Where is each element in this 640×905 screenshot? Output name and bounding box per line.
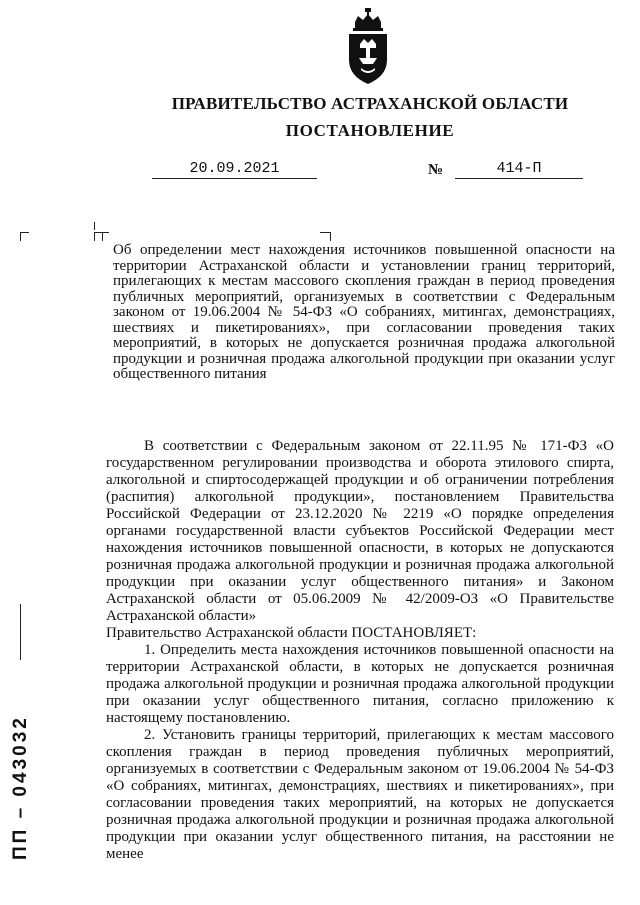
document-type: ПОСТАНОВЛЕНИЕ [285, 121, 455, 140]
corner-mark [20, 232, 29, 241]
item-1-paragraph: 1. Определить места нахождения источников повышенной опасности на территории Астраханской области, в которых не допускается розничная продажа алкогольной продукции и розничная продажа алкогольной продукции при оказании услуг общественного питания, согласно приложению к настоящему постановлению. [106, 642, 614, 726]
number-label: № [428, 162, 444, 178]
document-number: 414-П [455, 160, 583, 179]
resolves-line: Правительство Астраханской области ПОСТАНОВЛЯЕТ: [106, 625, 477, 641]
corner-mark [94, 222, 96, 230]
preamble-paragraph: В соответствии с Федеральным законом от 22.11.95 № 171-ФЗ «О государственном регулировании производства и оборота этилового спирта, алкогольной и спиртосодержащей продукции и об ограничении потребления (распития) алкогольной продукции», постановлением Правительства Российской Федерации от 23.12.2020 № 2219 «О порядке определения органами государственной власти субъектов Российской Федерации мест нахождения источников повышенной опасности, в которых не допускаются розничная продажа алкогольной продукции и розничная продажа алкогольной продукции при оказании услуг общественного питания» и Законом Астраханской области от 05.06.2009 № 42/2009-ОЗ «О Правительстве Астраханской области» [106, 438, 614, 624]
form-serial-number: ПП – 043032 [10, 715, 31, 860]
document-date: 20.09.2021 [152, 160, 317, 179]
margin-line [20, 604, 21, 660]
document-body [106, 438, 614, 863]
coat-of-arms-icon [343, 8, 393, 88]
corner-mark [320, 232, 331, 241]
item-2-paragraph: 2. Установить границы территорий, прилегающих к местам массового скопления граждан в период проведения публичных мероприятий, организуемых в соответствии с Федеральным законом от 19.06.2004 № 54-ФЗ «О собраниях, митингах, демонстрациях, шествиях и пикетированиях», при согласовании проведения таких мероприятий, на которых не допускается розничная продажа алкогольной продукции и розничная продажа алкогольной продукции при оказании услуг общественного питания, на расстоянии не менее [106, 727, 614, 862]
corner-mark [102, 232, 109, 241]
document-subject: Об определении мест нахождения источников повышенной опасности на территории Астраханской области и установлении границ территорий, прилегающих к местам массового скопления граждан в период проведения публичных мероприятий, организуемых в соответствии с Федеральным законом от 19.06.2004 № 54-ФЗ «О собраниях, митингах, демонстрациях, шествиях и пикетированиях», при согласовании проведения таких мероприятий, в которых не допускается розничная продажа алкогольной продукции и розничная продажа алкогольной продукции при оказании услуг общественного питания [113, 242, 615, 382]
government-title: ПРАВИТЕЛЬСТВО АСТРАХАНСКОЙ ОБЛАСТИ [171, 94, 569, 113]
